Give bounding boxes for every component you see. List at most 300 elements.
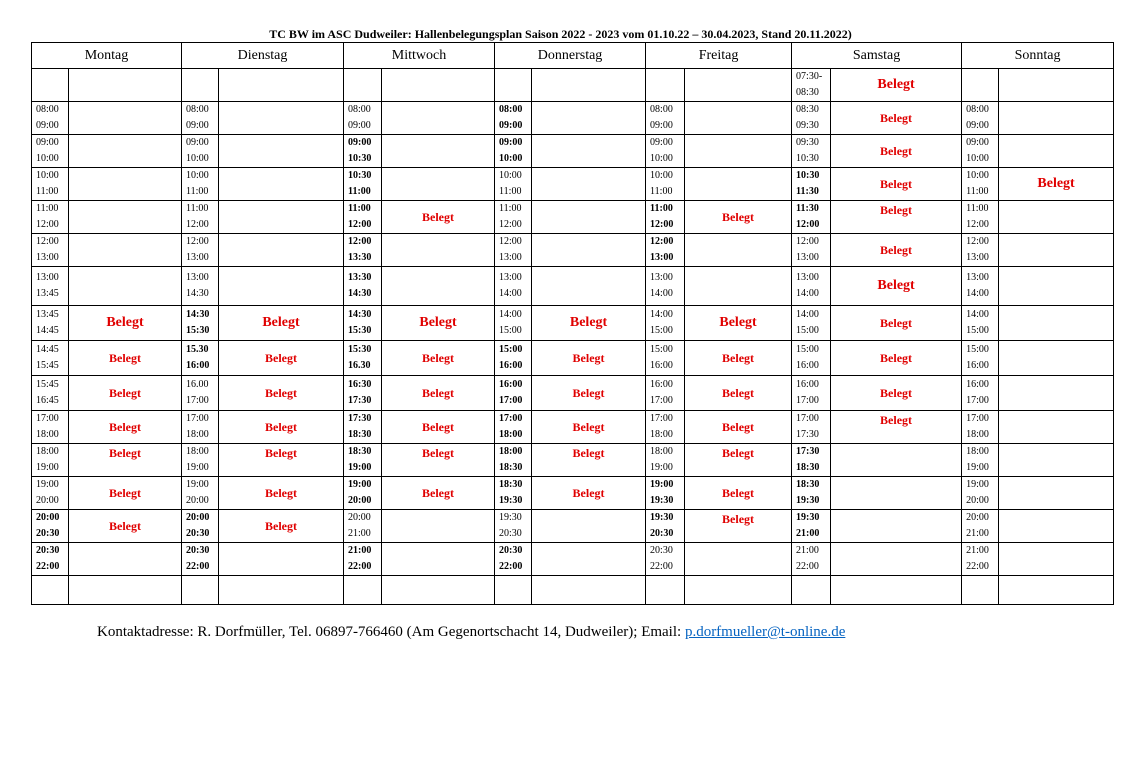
occupancy-cell-samstag [831, 267, 962, 306]
occupancy-cell-montag [69, 341, 182, 376]
time-from: 11:00 [499, 203, 522, 214]
time-cell-samstag [792, 576, 831, 605]
time-from: 10:30 [348, 170, 372, 181]
time-cell-mittwoch [344, 411, 382, 444]
time-from: 17:00 [186, 413, 209, 424]
time-to: 22:00 [499, 561, 523, 572]
occupancy-cell-sonntag [999, 135, 1114, 168]
occupancy-cell-mittwoch [382, 411, 495, 444]
time-to: 16:45 [36, 395, 59, 406]
time-cell-mittwoch [344, 234, 382, 267]
time-from: 19:00 [36, 479, 59, 490]
time-to: 12:00 [36, 219, 59, 230]
time-from: 20:30 [499, 545, 523, 556]
occupancy-cell-dienstag [219, 135, 344, 168]
time-from: 15:00 [966, 344, 989, 355]
occupancy-cell-dienstag [219, 168, 344, 201]
time-cell-freitag [646, 306, 685, 341]
time-from: 16:00 [796, 379, 819, 390]
time-from: 21:00 [796, 545, 819, 556]
time-to: 18:00 [650, 429, 673, 440]
occupancy-cell-mittwoch [382, 543, 495, 576]
occupancy-cell-montag [69, 576, 182, 605]
time-to: 13:30 [348, 252, 372, 263]
day-header-montag: Montag [32, 43, 182, 69]
time-cell-donnerstag [495, 267, 532, 306]
time-to: 16.30 [348, 360, 371, 371]
time-from: 16:00 [499, 379, 523, 390]
time-from: 17:30 [348, 413, 372, 424]
time-cell-donnerstag [495, 411, 532, 444]
time-cell-donnerstag [495, 135, 532, 168]
occupancy-cell-donnerstag [532, 267, 646, 306]
occupancy-cell-samstag [831, 168, 962, 201]
time-cell-donnerstag [495, 168, 532, 201]
time-from: 18:30 [499, 479, 523, 490]
occupancy-cell-donnerstag [532, 411, 646, 444]
time-cell-mittwoch [344, 69, 382, 102]
time-from: 19:00 [348, 479, 372, 490]
time-to: 10:00 [966, 153, 989, 164]
occupancy-cell-mittwoch [382, 477, 495, 510]
time-to: 09:00 [966, 120, 989, 131]
time-from: 12:00 [796, 236, 819, 247]
time-from: 14:45 [36, 344, 59, 355]
time-to: 11:00 [966, 186, 989, 197]
time-from: 21:00 [966, 545, 989, 556]
time-from: 13:00 [796, 272, 819, 283]
time-cell-freitag [646, 234, 685, 267]
time-from: 17:00 [966, 413, 989, 424]
time-to: 11:00 [650, 186, 673, 197]
time-from: 19:30 [796, 512, 820, 523]
time-cell-donnerstag [495, 477, 532, 510]
belegt-label: Belegt [722, 446, 755, 460]
time-from: 17:00 [650, 413, 673, 424]
time-from: 17:00 [499, 413, 523, 424]
time-from: 13:45 [36, 309, 59, 320]
time-from: 19:00 [650, 479, 674, 490]
time-cell-sonntag [962, 306, 999, 341]
time-from: 08:00 [186, 104, 209, 115]
time-from: 11:00 [966, 203, 989, 214]
time-from: 15:30 [348, 344, 372, 355]
time-from: 21:00 [348, 545, 372, 556]
time-cell-sonntag [962, 411, 999, 444]
time-cell-montag [32, 234, 69, 267]
time-cell-samstag [792, 69, 831, 102]
belegt-label: Belegt [722, 209, 755, 224]
time-to: 22:00 [966, 561, 989, 572]
time-cell-freitag [646, 201, 685, 234]
time-from: 18:00 [966, 446, 989, 457]
occupancy-cell-sonntag [999, 201, 1114, 234]
occupancy-cell-montag [69, 234, 182, 267]
occupancy-cell-dienstag [219, 576, 344, 605]
occupancy-cell-sonntag [999, 576, 1114, 605]
time-from: 20:00 [348, 512, 371, 523]
occupancy-cell-montag [69, 69, 182, 102]
time-to: 18:00 [966, 429, 989, 440]
occupancy-cell-freitag [685, 341, 792, 376]
time-to: 11:00 [348, 186, 371, 197]
time-to: 14:30 [348, 288, 372, 299]
time-to: 20:00 [348, 495, 372, 506]
time-cell-sonntag [962, 341, 999, 376]
belegt-label: Belegt [572, 350, 605, 365]
time-to: 16:00 [186, 360, 210, 371]
occupancy-cell-samstag [831, 102, 962, 135]
time-from: 18:00 [36, 446, 59, 457]
time-cell-sonntag [962, 69, 999, 102]
time-to: 20:00 [966, 495, 989, 506]
time-from: 18:30 [796, 479, 820, 490]
occupancy-cell-sonntag [999, 234, 1114, 267]
occupancy-cell-sonntag [999, 306, 1114, 341]
time-to: 12:00 [966, 219, 989, 230]
time-from: 12:00 [650, 236, 674, 247]
time-cell-freitag [646, 135, 685, 168]
time-to: 17:00 [796, 395, 819, 406]
time-from: 10:00 [186, 170, 209, 181]
belegt-label: Belegt [265, 518, 297, 533]
occupancy-cell-freitag [685, 376, 792, 411]
time-from: 12:00 [499, 236, 522, 247]
time-cell-montag [32, 477, 69, 510]
time-to: 19:30 [650, 495, 674, 506]
time-to: 16:00 [966, 360, 989, 371]
day-header-freitag: Freitag [646, 43, 792, 69]
time-from: 09:00 [348, 137, 372, 148]
belegt-label: Belegt [422, 485, 455, 500]
time-cell-mittwoch [344, 168, 382, 201]
time-cell-sonntag [962, 543, 999, 576]
occupancy-cell-dienstag [219, 102, 344, 135]
time-cell-dienstag [182, 168, 219, 201]
table-row [32, 543, 1114, 576]
occupancy-cell-freitag [685, 168, 792, 201]
time-from: 20:30 [650, 545, 673, 556]
occupancy-cell-dienstag [219, 69, 344, 102]
page-title: TC BW im ASC Dudweiler: Hallenbelegungsplan Saison 2022 - 2023 vom 01.10.22 – 30.04.2023, Stand 20.11.2022) [269, 27, 852, 41]
time-from: 14:00 [499, 309, 522, 320]
time-from: 18:00 [186, 446, 209, 457]
time-cell-montag [32, 411, 69, 444]
time-from: 16:30 [348, 379, 372, 390]
time-to: 11:00 [499, 186, 522, 197]
occupancy-cell-mittwoch [382, 234, 495, 267]
table-row [32, 444, 1114, 477]
occupancy-cell-dienstag [219, 201, 344, 234]
occupancy-cell-sonntag [999, 168, 1114, 201]
occupancy-cell-donnerstag [532, 306, 646, 341]
day-header-samstag: Samstag [792, 43, 962, 69]
time-cell-montag [32, 306, 69, 341]
belegt-label: Belegt [106, 315, 144, 330]
time-to: 22:00 [186, 561, 210, 572]
time-from: 11:00 [348, 203, 371, 214]
time-from: 13:00 [36, 272, 59, 283]
time-from: 10:00 [650, 170, 673, 181]
time-to: 19:00 [348, 462, 372, 473]
belegt-label: Belegt [422, 350, 455, 365]
time-cell-dienstag [182, 477, 219, 510]
time-from: 20:30 [36, 545, 60, 556]
time-cell-dienstag [182, 306, 219, 341]
belegt-label: Belegt [109, 419, 141, 434]
occupancy-cell-sonntag [999, 444, 1114, 477]
time-cell-donnerstag [495, 510, 532, 543]
time-from: 09:30 [796, 137, 819, 148]
time-to: 14:30 [186, 288, 209, 299]
time-cell-sonntag [962, 510, 999, 543]
time-from: 16.00 [186, 379, 209, 390]
time-cell-montag [32, 376, 69, 411]
occupancy-cell-montag [69, 411, 182, 444]
time-cell-dienstag [182, 576, 219, 605]
time-cell-sonntag [962, 102, 999, 135]
time-to: 19:00 [966, 462, 989, 473]
time-from: 15:00 [650, 344, 673, 355]
belegt-label: Belegt [262, 315, 300, 330]
belegt-label: Belegt [880, 350, 913, 365]
table-row [32, 267, 1114, 306]
time-to: 16:00 [796, 360, 819, 371]
occupancy-cell-freitag [685, 234, 792, 267]
time-from: 15.30 [186, 344, 209, 355]
time-to: 20:30 [650, 528, 674, 539]
time-to: 19:00 [36, 462, 59, 473]
occupancy-cell-montag [69, 168, 182, 201]
time-from: 11:00 [650, 203, 673, 214]
time-from: 12:00 [186, 236, 209, 247]
time-from: 12:00 [348, 236, 372, 247]
occupancy-cell-sonntag [999, 102, 1114, 135]
time-to: 11:30 [796, 186, 819, 197]
day-header-donnerstag: Donnerstag [495, 43, 646, 69]
time-cell-dienstag [182, 267, 219, 306]
occupancy-cell-donnerstag [532, 69, 646, 102]
belegt-label: Belegt [572, 485, 605, 500]
day-header-sonntag: Sonntag [962, 43, 1114, 69]
time-from: 11:00 [36, 203, 59, 214]
time-cell-donnerstag [495, 543, 532, 576]
occupancy-cell-montag [69, 376, 182, 411]
time-to: 18:00 [499, 429, 523, 440]
time-to: 12:00 [186, 219, 209, 230]
time-cell-dienstag [182, 102, 219, 135]
time-cell-sonntag [962, 201, 999, 234]
time-cell-freitag [646, 168, 685, 201]
time-from: 08:00 [966, 104, 989, 115]
time-from: 14:00 [796, 309, 819, 320]
occupancy-cell-freitag [685, 411, 792, 444]
time-cell-mittwoch [344, 267, 382, 306]
time-cell-sonntag [962, 477, 999, 510]
time-from: 13:00 [650, 272, 673, 283]
belegt-label: Belegt [877, 278, 915, 293]
time-cell-donnerstag [495, 234, 532, 267]
time-from: 10:00 [499, 170, 522, 181]
time-cell-freitag [646, 510, 685, 543]
time-cell-sonntag [962, 444, 999, 477]
time-cell-montag [32, 444, 69, 477]
time-to: 13:00 [650, 252, 674, 263]
time-to: 17:30 [348, 395, 372, 406]
time-to: 21:00 [796, 528, 820, 539]
belegt-label: Belegt [880, 203, 913, 217]
time-cell-dienstag [182, 510, 219, 543]
time-cell-mittwoch [344, 477, 382, 510]
time-cell-dienstag [182, 69, 219, 102]
time-from: 09:00 [966, 137, 989, 148]
belegt-label: Belegt [265, 419, 297, 434]
time-from: 20:00 [186, 512, 210, 523]
time-cell-freitag [646, 477, 685, 510]
time-to: 18:00 [36, 429, 59, 440]
table-row [32, 510, 1114, 543]
schedule-body [32, 69, 1114, 605]
occupancy-cell-donnerstag [532, 168, 646, 201]
time-to: 13:00 [796, 252, 819, 263]
time-from: 18:30 [348, 446, 372, 457]
belegt-label: Belegt [569, 315, 608, 330]
occupancy-cell-freitag [685, 576, 792, 605]
time-from: 12:00 [36, 236, 59, 247]
time-to: 22:00 [36, 561, 60, 572]
time-to: 21:00 [966, 528, 989, 539]
occupancy-cell-samstag [831, 576, 962, 605]
time-cell-mittwoch [344, 135, 382, 168]
contact-email-link[interactable]: p.dorfmueller@t-online.de [684, 624, 846, 640]
time-cell-samstag [792, 477, 831, 510]
time-cell-freitag [646, 411, 685, 444]
time-to: 19:30 [796, 495, 820, 506]
occupancy-cell-mittwoch [382, 201, 495, 234]
time-from: 19:30 [650, 512, 674, 523]
occupancy-cell-donnerstag [532, 234, 646, 267]
time-from: 17:30 [796, 446, 820, 457]
table-row [32, 411, 1114, 444]
time-cell-dienstag [182, 411, 219, 444]
table-row [32, 135, 1114, 168]
time-cell-freitag [646, 576, 685, 605]
time-cell-montag [32, 543, 69, 576]
time-cell-montag [32, 201, 69, 234]
occupancy-cell-freitag [685, 510, 792, 543]
occupancy-cell-mittwoch [382, 168, 495, 201]
occupancy-cell-samstag [831, 477, 962, 510]
time-to: 12:00 [499, 219, 522, 230]
time-from: 16:00 [650, 379, 673, 390]
occupancy-cell-mittwoch [382, 306, 495, 341]
time-cell-samstag [792, 376, 831, 411]
time-cell-samstag [792, 102, 831, 135]
belegt-label: Belegt [880, 385, 913, 400]
time-from: 11:00 [186, 203, 209, 214]
occupancy-cell-samstag [831, 234, 962, 267]
time-cell-montag [32, 510, 69, 543]
belegt-label: Belegt [880, 315, 913, 330]
time-cell-montag [32, 168, 69, 201]
occupancy-cell-mittwoch [382, 135, 495, 168]
occupancy-cell-freitag [685, 201, 792, 234]
occupancy-cell-samstag [831, 444, 962, 477]
time-from: 17:00 [36, 413, 59, 424]
occupancy-cell-dienstag [219, 543, 344, 576]
belegt-label: Belegt [722, 350, 755, 365]
time-cell-donnerstag [495, 376, 532, 411]
time-cell-freitag [646, 102, 685, 135]
occupancy-cell-montag [69, 306, 182, 341]
time-cell-donnerstag [495, 69, 532, 102]
table-row [32, 201, 1114, 234]
time-to: 10:30 [348, 153, 372, 164]
occupancy-cell-sonntag [999, 510, 1114, 543]
belegt-label: Belegt [572, 446, 605, 460]
occupancy-cell-donnerstag [532, 201, 646, 234]
time-to: 14:00 [796, 288, 819, 299]
occupancy-cell-samstag [831, 543, 962, 576]
occupancy-cell-montag [69, 267, 182, 306]
time-cell-mittwoch [344, 376, 382, 411]
occupancy-cell-samstag [831, 510, 962, 543]
time-cell-montag [32, 341, 69, 376]
time-to: 14:00 [966, 288, 989, 299]
time-to: 20:00 [186, 495, 209, 506]
occupancy-cell-montag [69, 477, 182, 510]
time-from: 16:00 [966, 379, 989, 390]
time-from: 10:00 [36, 170, 59, 181]
occupancy-cell-mittwoch [382, 69, 495, 102]
time-from: 09:00 [499, 137, 523, 148]
occupancy-cell-freitag [685, 477, 792, 510]
occupancy-cell-sonntag [999, 477, 1114, 510]
table-row [32, 168, 1114, 201]
occupancy-cell-mittwoch [382, 576, 495, 605]
occupancy-cell-dienstag [219, 267, 344, 306]
belegt-label: Belegt [722, 419, 755, 434]
belegt-label: Belegt [265, 485, 297, 500]
time-from: 15:00 [796, 344, 819, 355]
time-from: 08:00 [499, 104, 523, 115]
time-cell-samstag [792, 267, 831, 306]
time-cell-sonntag [962, 267, 999, 306]
time-from: 19:00 [186, 479, 209, 490]
belegt-label: Belegt [109, 350, 141, 365]
time-to: 22:00 [796, 561, 819, 572]
time-cell-dienstag [182, 543, 219, 576]
time-cell-samstag [792, 168, 831, 201]
belegt-label: Belegt [880, 413, 913, 427]
time-to: 18:00 [186, 429, 209, 440]
time-to: 19:30 [499, 495, 523, 506]
belegt-label: Belegt [572, 385, 605, 400]
table-row [32, 576, 1114, 605]
time-to: 15:45 [36, 360, 59, 371]
time-from: 09:00 [36, 137, 59, 148]
time-to: 20:30 [499, 528, 522, 539]
time-to: 15:00 [499, 325, 522, 336]
schedule-table [31, 42, 1114, 605]
time-to: 22:00 [650, 561, 673, 572]
time-cell-freitag [646, 543, 685, 576]
table-row [32, 102, 1114, 135]
time-to: 16:00 [499, 360, 523, 371]
time-cell-freitag [646, 376, 685, 411]
occupancy-cell-samstag [831, 376, 962, 411]
occupancy-cell-freitag [685, 102, 792, 135]
